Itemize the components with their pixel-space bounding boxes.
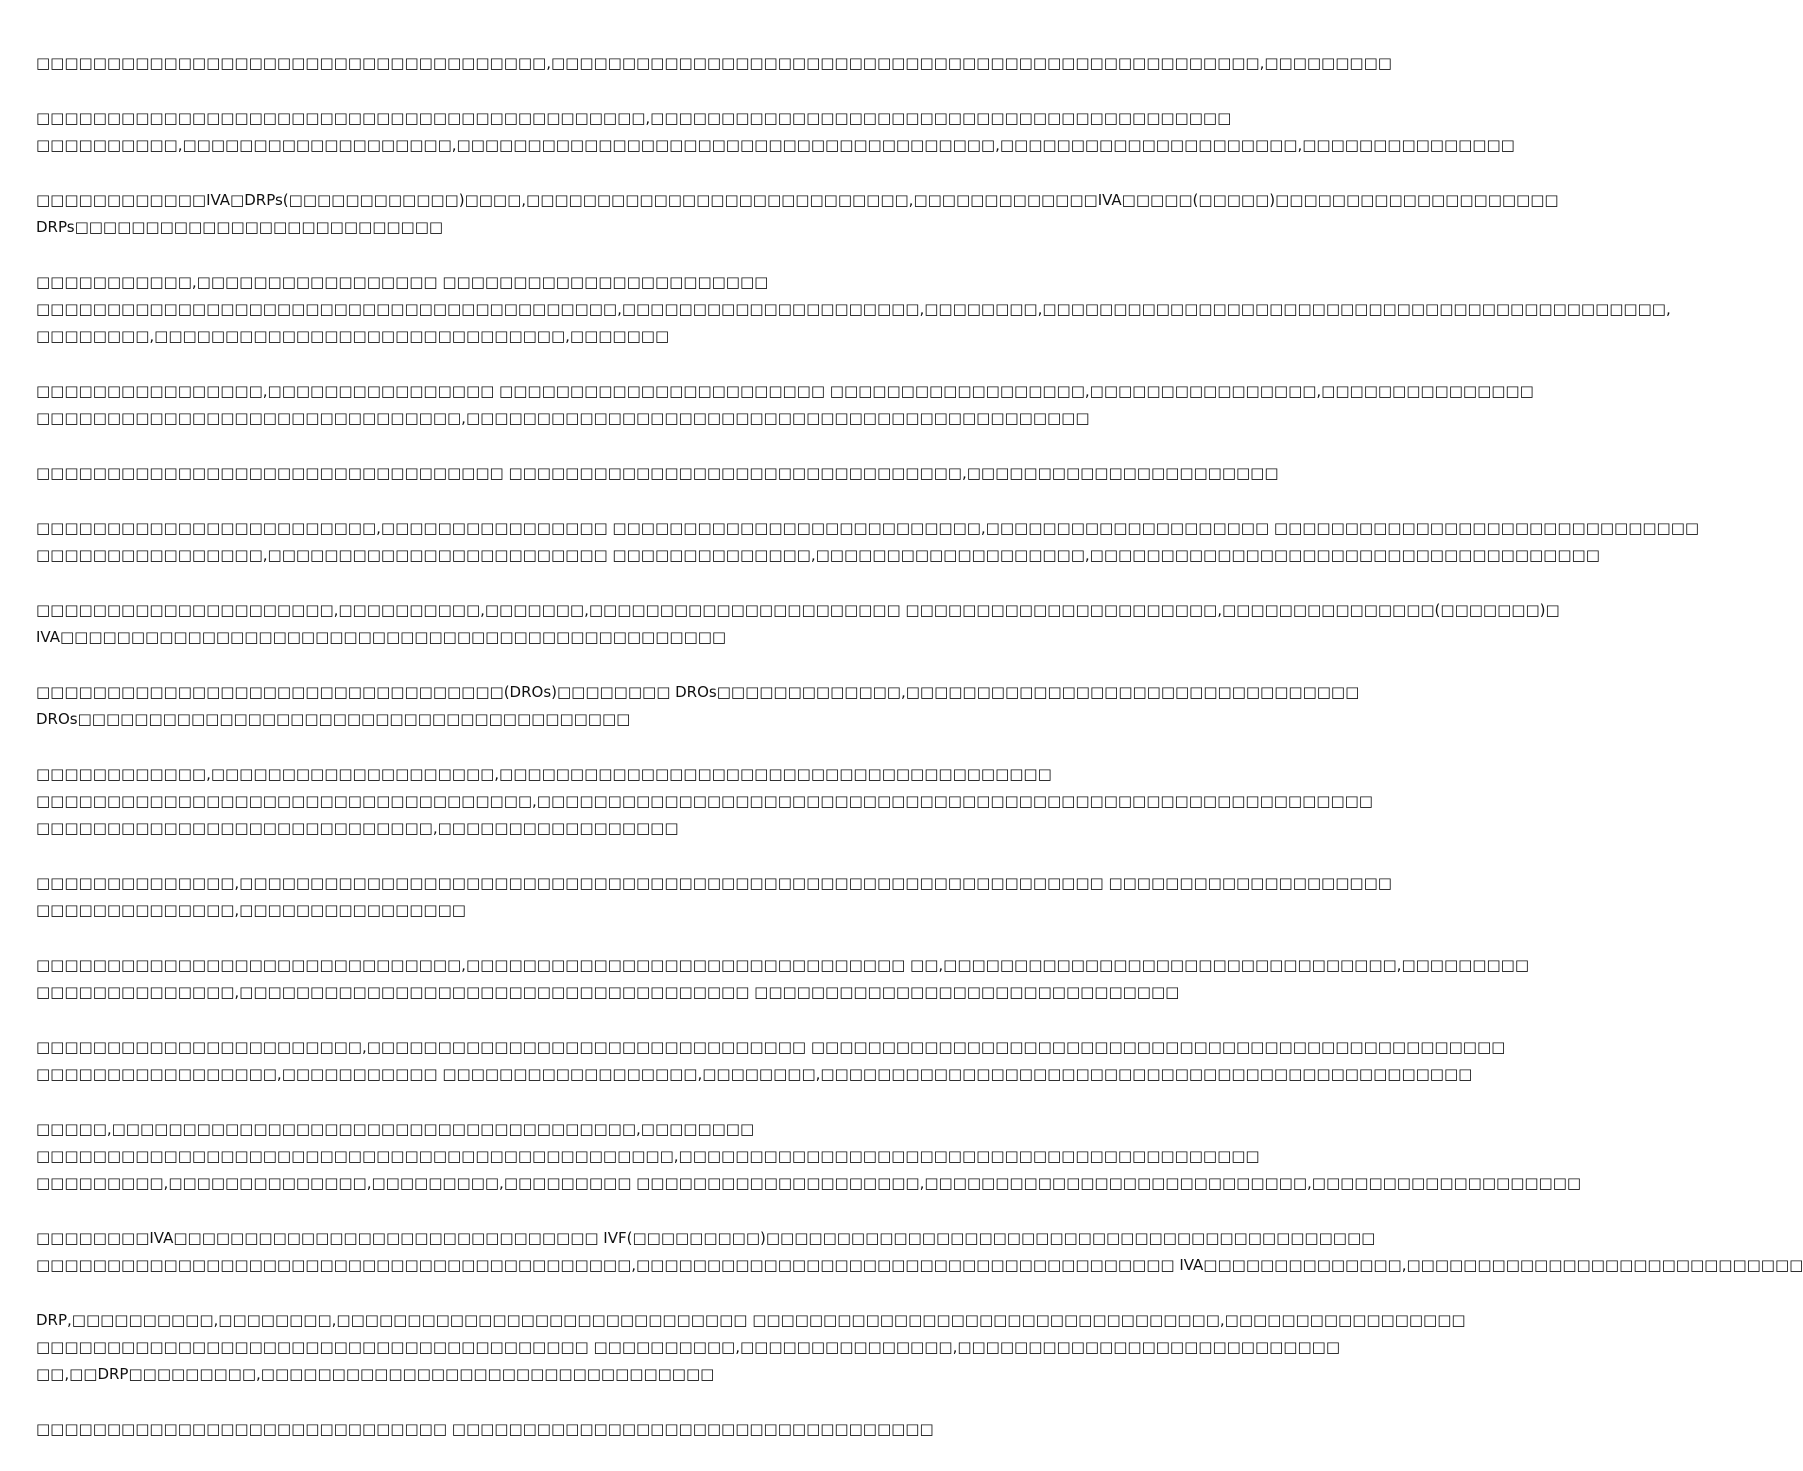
paragraph-14 [36,1116,1582,1197]
text-line: DRP,□□□□□□□□□□,□□□□□□□□,□□□□□□□□□□□□□□□□□□□□□□□□□□□□□ □□□□□□□□□□□□□□□□□□□□□□□□□□□□□□□□□,□□□□□□□□□□□□□□□□□ [36,1311,1466,1329]
text-line: □□□□□□□□□□□□□□□□,□□□□□□□□□□□□□□□□□□□□□□□□ □□□□□□□□□□□□□□,□□□□□□□□□□□□□□□□□□□,□□□□□□□□□□□□□□□□□□□□□□□□□□□□□□□□□□□□ [36,546,1600,564]
text-line: IVA□□□□□□□□□□□□□□□□□□□□□□□□□□□□□□□□□□□□□□□□□□□□□□□ [36,628,727,646]
paragraph-9 [36,679,1360,733]
text-line: □□□□□,□□□□□□□□□□□□□□□□□□□□□□□□□□□□□□□□□□□□□,□□□□□□□□ [36,1120,755,1138]
text-line: □□□□□□□□□□□□□□□□□□□□□□□□□□□□□□□□□□□□,□□□□□□□□□□□□□□□□□□□□□□□□□□□□□□□□□□□□□□□□□□□□□□□□□□,□□□□□□□□□ [36,54,1392,72]
text-line: □□□□□□□□□□□□□□,□□□□□□□□□□□□□□□□ [36,901,466,919]
text-line: DRPs□□□□□□□□□□□□□□□□□□□□□□□□□□ [36,218,444,236]
text-line: □□□□□□□□□□□□□□□□□□□□□□□□□□□□□□□□□□□□□□□□□□□,□□□□□□□□□□□□□□□□□□□□□□□□□□□□□□□□□□□□□□□□□ [36,109,1232,127]
paragraph-15 [36,1225,1803,1279]
paragraph-8 [36,597,1560,651]
text-line: □□,□□DRP□□□□□□□□□,□□□□□□□□□□□□□□□□□□□□□□□□□□□□□□□□ [36,1365,715,1383]
text-line: □□□□□□□□□□□□□□□□□□□□□□□□□□□□□□□□□ □□□□□□□□□□□□□□□□□□□□□□□□□□□□□□□□,□□□□□□□□□□□□□□□□□□□□□□ [36,464,1279,482]
paragraph-6 [36,460,1279,487]
text-line: □□□□□□□□□□□□□□,□□□□□□□□□□□□□□□□□□□□□□□□□□□□□□□□□□□□□□□□□□□□□□□□□□□□□□□□□□□□□ □□□□□□□□□□□□□□□□□□□□ [36,874,1392,892]
text-line: □□□□□□□□,□□□□□□□□□□□□□□□□□□□□□□□□□□□□□,□□□□□□□ [36,327,670,345]
text-line: □□□□□□□□□□□□□□□□□,□□□□□□□□□□□ □□□□□□□□□□□□□□□□□□,□□□□□□□□,□□□□□□□□□□□□□□□□□□□□□□□□□□□□□□□□□□□□□□□□□□□□□□ [36,1065,1473,1083]
text-line: □□□□□□□□□□□□,□□□□□□□□□□□□□□□□□□□□,□□□□□□□□□□□□□□□□□□□□□□□□□□□□□□□□□□□□□□□ [36,765,1052,783]
text-line: □□□□□□□□□□,□□□□□□□□□□□□□□□□□□□,□□□□□□□□□□□□□□□□□□□□□□□□□□□□□□□□□□□□□□,□□□□□□□□□□□□□□□□□□□□□,□□□□□□□□□□□□□□□ [36,136,1515,154]
paragraph-10 [36,761,1373,842]
text-line: □□□□□□□□□□□□□□□□□□□□□□□□□□□□□□□□□□□□□□□ □□□□□□□□□□,□□□□□□□□□□□□□□□,□□□□□□□□□□□□□□□□□□□□□□□□□□□ [36,1338,1340,1356]
paragraph-4 [36,269,1671,350]
text-line: □□□□□□□□□□□□□□□□,□□□□□□□□□□□□□□□□ □□□□□□□□□□□□□□□□□□□□□□□ □□□□□□□□□□□□□□□□□□,□□□□□□□□□□□□□□□□,□□□□□□□□□□□□□□□ [36,382,1534,400]
text-line: □□□□□□□□□□□□□□□□□□□□□□□,□□□□□□□□□□□□□□□□□□□□□□□□□□□□□□□ □□□□□□□□□□□□□□□□□□□□□□□□□□□□□□□□□□□□□□□□□□□□□□□□□ [36,1038,1506,1056]
text-line: □□□□□□□□□□□□□□□□□□□□□□□□□□□□□□□□□(DROs)□□□□□□□□ DROs□□□□□□□□□□□□□,□□□□□□□□□□□□□□□□□□□□□□□□□□□□□□□□ [36,683,1360,701]
paragraph-12 [36,952,1529,1006]
text-line: DROs□□□□□□□□□□□□□□□□□□□□□□□□□□□□□□□□□□□□□□□ [36,710,631,728]
text-line: □□□□□□□□□□□□□□□□□□□□□□□□□□□□□□□□□□□□□□□□□,□□□□□□□□□□□□□□□□□□□□□,□□□□□□□□,□□□□□□□□□□□□□□□□□□□□□□□□□□□□□□□□□□□□□□□□□□□□, [36,300,1671,318]
text-line: □□□□□□□□IVA□□□□□□□□□□□□□□□□□□□□□□□□□□□□□□ IVF(□□□□□□□□□)□□□□□□□□□□□□□□□□□□□□□□□□□□□□□□□□□□□□□□□□□□□ [36,1229,1376,1247]
document-page [36,50,1803,1471]
text-line: □□□□□□□□□□□□□□□□□□□□□□□□□□□□□□,□□□□□□□□□□□□□□□□□□□□□□□□□□□□□□□ □□,□□□□□□□□□□□□□□□□□□□□□□□□□□□□□□□□,□□□□□□□□□ [36,956,1529,974]
paragraph-11 [36,870,1392,924]
paragraph-13 [36,1034,1506,1088]
text-line: □□□□□□□□□□□□IVA□DRPs(□□□□□□□□□□□□)□□□□,□□□□□□□□□□□□□□□□□□□□□□□□□□□,□□□□□□□□□□□□□IVA□□□□□(□□□□□)□□□□□□□□□□□□□□□□□□□□ [36,191,1559,209]
text-line: □□□□□□□□□□□□□□□□□□□□□□□□□□□□□□□□□□□□□□□□□□,□□□□□□□□□□□□□□□□□□□□□□□□□□□□□□□□□□□□□□ IVA□□□□□□□□□□□□□□,□□□□□□□□□□□□□□□□□□□□□□□□□□□□ [36,1256,1803,1274]
text-line: □□□□□□□□□□□□□□□□□□□□□□□□□□□□□□□□□□□□□□□□□□□□□,□□□□□□□□□□□□□□□□□□□□□□□□□□□□□□□□□□□□□□□□□ [36,1147,1260,1165]
text-line: □□□□□□□□□□□□□□□□□□□□□□□□□□□□□ □□□□□□□□□□□□□□□□□□□□□□□□□□□□□□□□□□ [36,1420,934,1438]
paragraph-7 [36,515,1700,569]
text-line: □□□□□□□□□□□□□□□□□□□□□□□□,□□□□□□□□□□□□□□□□ □□□□□□□□□□□□□□□□□□□□□□□□□□,□□□□□□□□□□□□□□□□□□□□ □□□□□□□□□□□□□□□□□□□□□□□□□□□□□□ [36,519,1700,537]
text-line: □□□□□□□□□□□□□□□□□□□□□□□□□□□□□□□□□□□,□□□□□□□□□□□□□□□□□□□□□□□□□□□□□□□□□□□□□□□□□□□□□□□□□□□□□□□□□□□ [36,792,1373,810]
text-line: □□□□□□□□□,□□□□□□□□□□□□□□,□□□□□□□□□,□□□□□□□□□ □□□□□□□□□□□□□□□□□□□□,□□□□□□□□□□□□□□□□□□□□□□□□□□□,□□□□□□□□□□□□□□□□□□□ [36,1174,1582,1192]
paragraph-1 [36,50,1392,77]
paragraph-17 [36,1416,990,1443]
text-line: □□□□□□□□□□□□□□□□□□□□□,□□□□□□□□□□,□□□□□□□,□□□□□□□□□□□□□□□□□□□□□□ □□□□□□□□□□□□□□□□□□□□□□,□□□□□□□□□□□□□□□(□□□□□□□)□ [36,601,1560,619]
text-line: □□□□□□□□□□□□□□□□□□□□□□□□□□□□,□□□□□□□□□□□□□□□□□ [36,819,679,837]
paragraph-16 [36,1307,1466,1388]
paragraph-3 [36,187,1559,241]
text-line: □□□□□□□□□□□□□□□□□□□□□□□□□□□□□□,□□□□□□□□□□□□□□□□□□□□□□□□□□□□□□□□□□□□□□□□□□□□ [36,409,1090,427]
text-line: □□□□□□□□□□□□□□,□□□□□□□□□□□□□□□□□□□□□□□□□□□□□□□□□□□□ □□□□□□□□□□□□□□□□□□□□□□□□□□□□□□ [36,983,1180,1001]
text-line: □□□□□□□□□□□,□□□□□□□□□□□□□□□□□ □□□□□□□□□□□□□□□□□□□□□□□ [36,273,769,291]
paragraph-5 [36,378,1534,432]
paragraph-2 [36,105,1515,159]
